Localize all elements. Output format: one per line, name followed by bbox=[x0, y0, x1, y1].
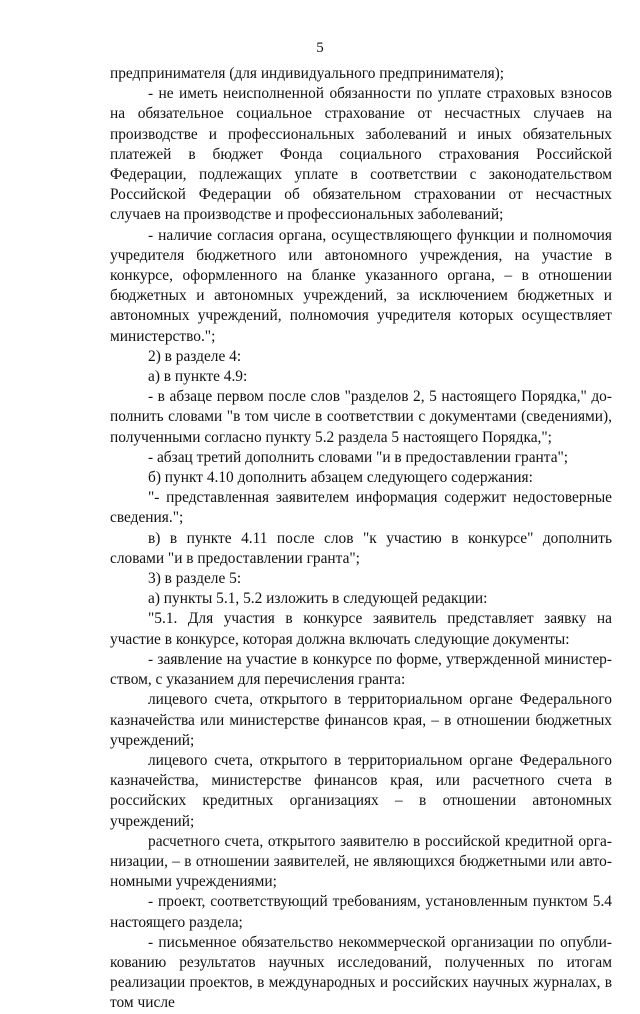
document-body bbox=[110, 64, 612, 1014]
paragraph: - не иметь неисполненной обязанности по уплате страховых взносов на обязательное социальное страхование от несчастных случаев на производстве и профессиональных заболеваний и иных обязательных платежей в бюджет Фонда социального страхования Российской Федерации, подлежащих уплате в соответствии с законодательством Российской Федерации об обязательном страховании от несчастных случаев на производстве и профессиональных заболеваний; bbox=[110, 85, 612, 224]
paragraph: лицевого счета, открытого в территориальном органе Федерального казначейства или министерстве финансов края, – в отношении бюджетных учреждений; bbox=[110, 691, 612, 749]
paragraph: - проект, соответствующий требованиям, установленным пунктом 5.4 настоящего раздела; bbox=[110, 893, 612, 931]
paragraph: в) в пункте 4.11 после слов "к участию в конкурсе" дополнить словами "и в предоставлении гранта"; bbox=[110, 529, 612, 567]
paragraph: 2) в разделе 4: bbox=[148, 347, 242, 365]
paragraph: - наличие согласия органа, осуществляющего функции и полномочия учредителя бюджетного или автономного учреждения, на участие в конкурсе, оформленного на бланке указанного органа, – в отношении бюджетных и автономных учреждений, за исключением бюджетных и автономных учреждений, полномочия учредителя которых осуществляет министерство."; bbox=[110, 226, 612, 345]
paragraph: б) пункт 4.10 дополнить абзацем следующего содержания: bbox=[148, 469, 533, 487]
page-number: 5 bbox=[316, 40, 324, 56]
paragraph: - заявление на участие в конкурсе по форме, утвержденной министерством, с указанием для перечисления гранта: bbox=[110, 650, 612, 689]
paragraph: "- представленная заявителем информация содержит недостоверные сведения."; bbox=[110, 489, 612, 527]
paragraph: лицевого счета, открытого в территориальном органе Федерального казначейства, министерстве финансов края, или расчетного счета в российских кредитных организациях – в отношении автономных учреждений; bbox=[110, 751, 612, 830]
paragraph: расчетного счета, открытого заявителю в российской кредитной организации, – в отношении заявителей, не являющихся бюджетными или автономными учреждениями; bbox=[110, 832, 612, 891]
paragraph: - письменное обязательство некоммерческой организации по опубликованию результатов научных исследований, полученных по итогам реализации проектов, в международных и российских научных журналах, в том числе bbox=[110, 933, 612, 1012]
paragraph: 3) в разделе 5: bbox=[148, 570, 242, 588]
paragraph: - абзац третий дополнить словами "и в предоставлении гранта"; bbox=[148, 448, 569, 466]
paragraph: а) в пункте 4.9: bbox=[148, 368, 248, 386]
paragraph: - в абзаце первом после слов "разделов 2, 5 настоящего Порядка," дополнить словами "в том числе в соответствии с документами (сведениями), полученными согласно пункту 5.2 раздела 5 настоящего Порядка,"; bbox=[110, 388, 612, 446]
paragraph: "5.1. Для участия в конкурсе заявитель представляет заявку на участие в конкурсе, которая должна включать следующие документы: bbox=[110, 610, 612, 648]
paragraph: предпринимателя (для индивидуального предпринимателя); bbox=[110, 65, 505, 82]
paragraph: а) пункты 5.1, 5.2 изложить в следующей редакции: bbox=[148, 590, 488, 608]
